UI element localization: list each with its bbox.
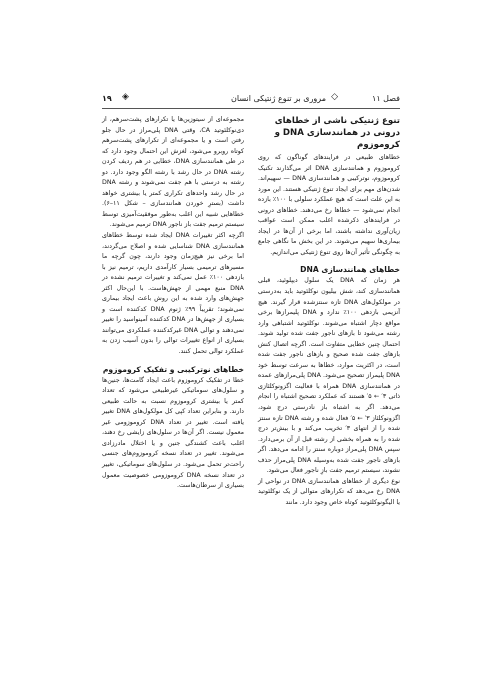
- paragraph: هر زمان که DNA یک سلول دیپلوئید، قبلی همانندسازی کند، شش بیلیون نوکلئوتید باید به‌درستی در مولکول‌های DNA تازه سنتزشده قرار گیرند. هیچ آنزیمی بازدهی ۱۰۰٪ ندارد و DNA پلیمرازها برخی مواقع دچار اشتباه می‌شوند. نوکلئوتید اشتباهی وارد رشته می‌شود تا بازهای ناجور جفت شده تولید شوند. احتمال چنین خطایی متفاوت است. اگرچه اتصال کنش بازهای جفت شده صحیح و بازهای ناجور جفت شده است، در اکثریت موارد، خطاها به سرعت توسط خود DNA پلیمراز تصحیح می‌شود. DNA پلی‌مرازهای عمده در همانندسازی DNA همراه با فعالیت اگزونوکلئازی ذاتی ۳′ ← ۵′ هستند که عملکرد تصحیح اشتباه را انجام می‌دهد. اگر به اشتباه باز نادرستی درج شود، اگزونوکلئاز ۳′ ← ۵′ فعال شده و رشته DNA تازه سنتز شده را از انتهای ۳′ تخریب می‌کند و با بیش‌تر درج شده را به همراه بخشی از رشته قبل از آن برمی‌دارد. سپس DNA پلی‌مراز دوباره سنتز را ادامه می‌دهد. اگر بازهای ناجور جفت شده به‌وسیله DNA پلی‌مراز حذف نشوند، سیستم ترمیم جفت بازِ ناجور فعال می‌شود.: [258, 277, 401, 475]
- subsection-heading: خطاهای همانندسازی DNA: [300, 265, 400, 275]
- page-number: ۱۹: [102, 94, 112, 103]
- paragraph: خطا در تفکیک کروموزوم باعث ایجاد گامت‌ها، جنین‌ها و سلول‌های سوماتیکی غیرطبیعی می‌شود که تعداد کمتر یا بیشتری کروموزوم نسبت به حالت طبیعی دارند. و بنابراین تعداد کپی کل مولکول‌های DNA تغییر یافته است. تغییر در تعداد DNA کروموزومی غیر معمول نیست. اگر آن‌ها در سلول‌های زایشی رخ دهند، اغلب باعث کشندگی جنین و یا اختلال مادرزادی می‌شوند. تغییر در تعداد نسخه کروموزوم‌های جنسی راحت‌تر تحمل می‌شود. در سلول‌های سوماتیکی، تغییر در تعداد نسخه DNA کروموزومی خصوصیت معمول بسیاری از سرطان‌هاست.: [102, 376, 245, 490]
- right-column: [258, 115, 400, 509]
- ornament-icon: ◈: [122, 92, 129, 102]
- running-header: [102, 92, 400, 106]
- paragraph: نوع دیگری از خطاهای همانندسازی DNA در نواحی از DNA رخ می‌دهد که تکرارهای متوالی از یک نوکلئوتید یا الیگونوکلئوتید کوتاه خاص وجود دارد. مانند: [258, 477, 400, 506]
- header-rule: [102, 108, 400, 109]
- chapter-title: مروری بر تنوع ژنتیکی انسان: [231, 94, 326, 103]
- subsection-heading: خطاهای نوترکیبی و تفکیک کروموزوم: [102, 364, 244, 374]
- diamond-icon: ◇: [331, 92, 338, 102]
- section-heading: تنوع ژنتیکی ناشی از خطاهای درونی در همانندسازی DNA و کروموزوم: [274, 116, 400, 150]
- paragraph: خطاهای طبیعی در فرایندهای گوناگون که روی کروموزوم و همانندسازی DNA اثر می‌گذارند تکنیک کروموزوم، نوترکیبی و همانندسازی DNA — سهیم‌اند. شدن‌های مهم برای ایجاد تنوع ژنتیکی هستند. این مورد به این علت است که هیچ عملکرد سلولی با ۱۰۰٪ بازده انجام نمی‌شود — خطاها رخ می‌دهند. خطاهای درونی در فرایندهای ذکرشده اغلب ممکن است عواقب زیان‌آوری نداشته باشند، اما برخی از آن‌ها در ایجاد بیماری‌ها سهیم می‌شوند. در این بخش ما نگاهی جامع به چگونگی تأثیر آن‌ها روی تنوع ژنتیکی می‌اندازیم.: [258, 154, 400, 256]
- chapter-label: فصل ۱۱: [372, 94, 400, 103]
- paragraph: اگرچه اکثر تغییرات DNA ایجاد شده توسط خطاهای همانندسازی DNA شناسایی شده و اصلاح می‌گردند، اما برخی نیز هیچ‌زمان وجود دارند، چون گرچه ما مسیرهای ترمیمی بسیار کارآمدی داریم، ترمیم نیز با بازدهی ۱۰۰٪ عمل نمی‌کند و تغییرات ترمیم نشده در DNA منبع مهمی از جهش‌هاست. با این‌حال اکثر جهش‌های وارد شده به این روش باعث ایجاد بیماری نمی‌شوند؛ تقریباً ۹۹٪ ژنوم DNA کدکننده است و بسیاری از جهش‌ها در DNA کدکننده آمینواسید را تغییر نمی‌دهند و توالی DNA غیرکدکننده عملکردی می‌توانند بسیاری از انواع تغییرات توالی را بدون آسیب زدن به عملکرد توالی تحمل کنند.: [102, 232, 244, 356]
- paragraph: مجموعه‌ای از سیتوزین‌ها یا تکرارهای پشت‌سرهم، از دی‌نوکلئوتید CA، وقتی DNA پلی‌مراز در حال جلو رفتن است و یا مجموعه‌ای از تکرارهای پشت‌سرهم کوتاه روبرو می‌شود، لغزش این احتمال وجود دارد که در طی همانندسازی DNA، خطایی در هم ردیف کردن رشته DNA در حال رشد با رشته الگو وجود دارد. دو رشته به درستی با هم جفت نمی‌شوند و رشته DNA در حال رشد واحدهای تکراری کمتر یا بیشتری خواهد داشت (بسترِ خوردن همانندسازی – شکل ۱۱–۶). خطاهایی شبیه این اغلب به‌طور موفقیت‌آمیزی توسط سیستم ترمیم جفت باز ناجور DNA ترمیم می‌شوند.: [102, 116, 244, 229]
- left-column: [102, 115, 244, 492]
